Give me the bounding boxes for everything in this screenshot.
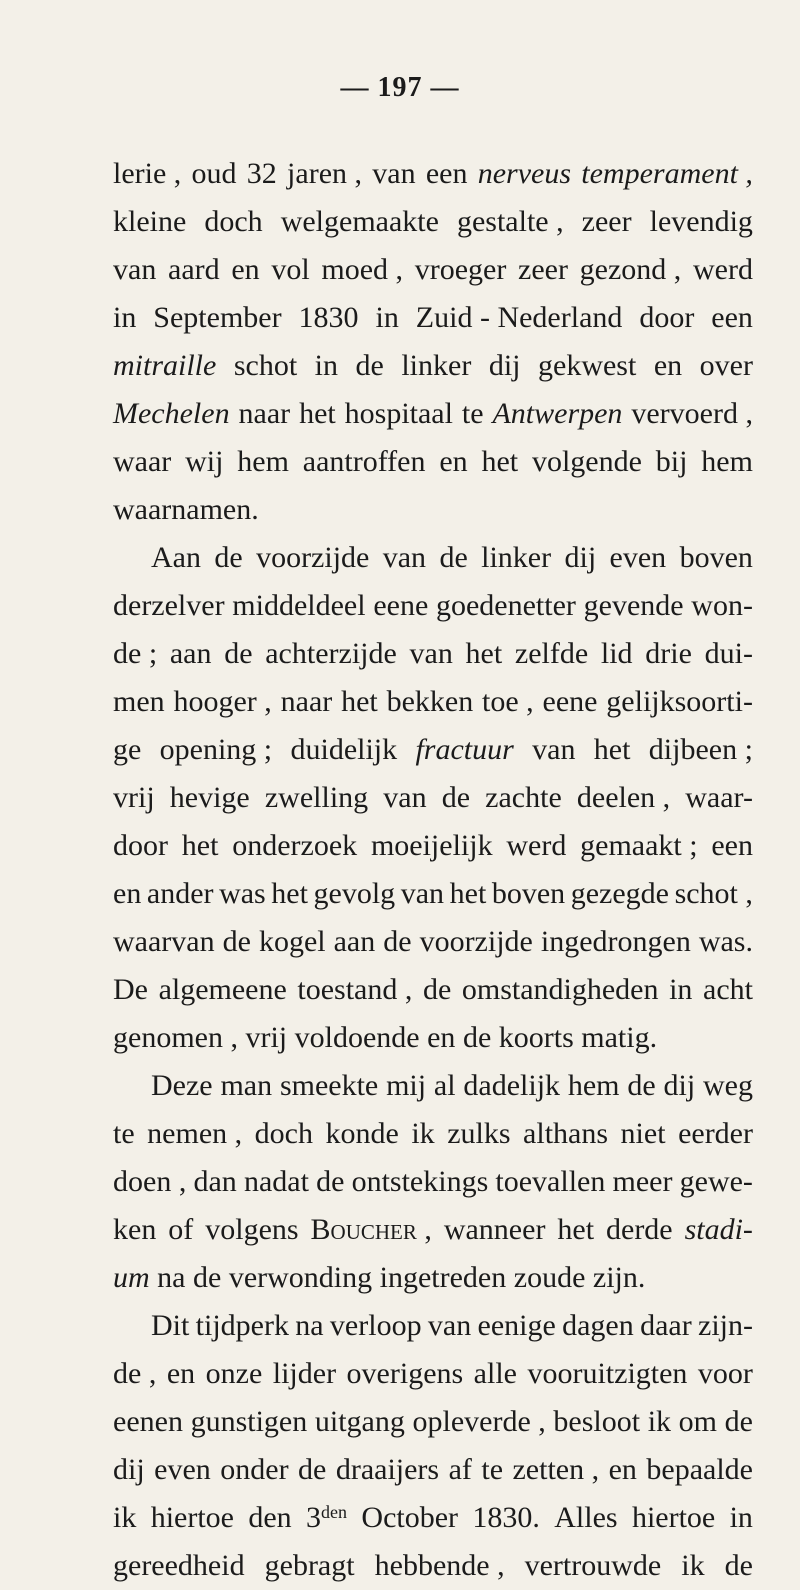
word: duidelijk (290, 733, 398, 766)
word: moed , (321, 253, 404, 286)
text-line (113, 294, 753, 342)
word: eene (542, 685, 598, 718)
word: tijdperk (195, 1309, 289, 1342)
word: het (481, 445, 519, 478)
word: het (299, 397, 336, 430)
text-line (113, 822, 753, 870)
word: Deze (151, 1069, 213, 1102)
text-line (113, 918, 753, 966)
word: hospitaal (344, 397, 453, 430)
word: ingetreden (372, 1261, 507, 1294)
word: onder (220, 1453, 289, 1486)
word: achterzijde (265, 637, 397, 670)
word: lijder (272, 1357, 337, 1390)
word: besloot (553, 1405, 641, 1438)
word: algemeene (158, 973, 287, 1006)
word: vroeger (414, 253, 507, 286)
word: boven (491, 877, 566, 910)
word: af (448, 1453, 472, 1486)
word: gestalte , (456, 205, 564, 238)
text-line (113, 1350, 753, 1398)
text-line (113, 150, 753, 198)
word: gemaakt ; (580, 829, 698, 862)
word: overigens (346, 1357, 464, 1390)
text-line (113, 342, 753, 390)
word: eenen (113, 1405, 183, 1438)
text-line (113, 1302, 753, 1350)
text-line (113, 486, 753, 534)
word: acht (703, 973, 753, 1006)
word: in (729, 1501, 753, 1534)
word: in (314, 349, 339, 382)
word: aan (169, 637, 212, 670)
word: om (678, 1405, 718, 1438)
word: zelfde (514, 637, 589, 670)
word: bepaalde (646, 1453, 753, 1486)
word: aantroffen (302, 445, 426, 478)
word: een (711, 301, 753, 334)
word: Antwerpen (492, 397, 623, 430)
word: ingedrongen (540, 925, 691, 958)
word: voldoende (287, 1021, 420, 1054)
word: zoude (506, 1261, 586, 1294)
word: doch (254, 1117, 313, 1150)
word: aard (168, 253, 220, 286)
word: althans (523, 1117, 609, 1150)
word: ken (113, 1213, 157, 1246)
word: wij (185, 445, 224, 478)
word: een (425, 157, 468, 190)
word: kleine (113, 205, 187, 238)
word: temperament , (581, 157, 753, 190)
word: hebbende , (374, 1549, 505, 1582)
word: door (639, 301, 695, 334)
word: zeer (518, 253, 568, 286)
word: onderzoek (232, 829, 358, 862)
word: Boucher , (310, 1213, 432, 1246)
word: oud (191, 157, 237, 190)
word: van (383, 781, 427, 814)
word: gevolg (313, 877, 396, 910)
word: vol (271, 253, 310, 286)
word: vrij (113, 781, 155, 814)
text-line (113, 726, 753, 774)
word: genomen , (113, 1021, 238, 1054)
body-text (113, 150, 753, 1590)
word: de (298, 1453, 327, 1486)
text-line (113, 246, 753, 294)
word: doch (204, 205, 263, 238)
word: voorzijde (256, 541, 370, 574)
word: en (113, 877, 142, 910)
word: 1830 (298, 301, 359, 334)
word: October (361, 1501, 459, 1534)
word: van (532, 733, 576, 766)
word: in (375, 301, 399, 334)
word: gewe- (679, 1165, 753, 1198)
word: hiertoe (150, 1501, 234, 1534)
word: de (224, 637, 253, 670)
word: alle (473, 1357, 517, 1390)
word: matig. (573, 1021, 658, 1054)
word: stadi- (684, 1213, 753, 1246)
text-line (113, 534, 753, 582)
word: derzelver (113, 589, 225, 622)
word: de (439, 541, 468, 574)
word: nemen , (147, 1117, 243, 1150)
word: weg (703, 1069, 753, 1102)
word: van (409, 637, 453, 670)
text-line (113, 1158, 753, 1206)
word: smeekte (279, 1069, 379, 1102)
word: volgens (205, 1213, 299, 1246)
text-line (113, 870, 753, 918)
word: van (400, 877, 445, 910)
word: nadat (243, 1165, 309, 1198)
word-group (306, 1494, 347, 1542)
word: het (465, 637, 503, 670)
word: Alles (554, 1501, 618, 1534)
word: het (181, 829, 219, 862)
word: den (248, 1501, 292, 1534)
word: linker (481, 541, 552, 574)
word: zulks (447, 1117, 511, 1150)
word: het (593, 733, 631, 766)
word: te (113, 1117, 135, 1150)
word: de (355, 349, 384, 382)
text-line (113, 1542, 753, 1590)
word: waarvan (113, 925, 215, 958)
word: voor (697, 1357, 753, 1390)
text-line (113, 966, 753, 1014)
word: de (383, 925, 412, 958)
text-line (113, 1014, 753, 1062)
word: jaren , (287, 157, 363, 190)
word: mij (386, 1069, 427, 1102)
word: dadelijk (463, 1069, 561, 1102)
word: de (441, 781, 471, 814)
word: toestand , (297, 973, 413, 1006)
word: dui- (704, 637, 753, 670)
word: 32 (246, 157, 277, 190)
word: de (627, 1069, 656, 1102)
word: hem (701, 445, 753, 478)
word: mitraille (113, 349, 217, 382)
word: het (271, 877, 308, 910)
word: dij (488, 349, 521, 382)
word: van (113, 253, 157, 286)
word: welgemaakte (280, 205, 439, 238)
word: van (382, 541, 427, 574)
word: en (419, 1021, 456, 1054)
word: de (724, 1549, 753, 1582)
word: en (166, 1357, 196, 1390)
word: waarnamen. (113, 493, 259, 526)
text-line (113, 1206, 753, 1254)
word: lerie , (113, 157, 182, 190)
word: de (455, 1021, 492, 1054)
word: en (231, 253, 260, 286)
word: toe , (482, 685, 534, 718)
word: nerveus (477, 157, 572, 190)
word: te (481, 1453, 504, 1486)
word: naar (280, 685, 333, 718)
word: de (422, 973, 452, 1006)
word: vervoerd , (631, 397, 753, 430)
word: verloop (329, 1309, 422, 1342)
word: hooger , (173, 685, 272, 718)
superscript: den (321, 1502, 348, 1522)
word: ander (146, 877, 214, 910)
word: koorts (491, 1021, 574, 1054)
word: men (113, 685, 165, 718)
word: te (461, 397, 484, 430)
word: schot , (674, 877, 753, 910)
word: toevallen (495, 1165, 606, 1198)
word: en (608, 1453, 637, 1486)
word: drie (645, 637, 692, 670)
word: het (557, 1213, 595, 1246)
word: opleverde , (412, 1405, 546, 1438)
text-line (113, 678, 753, 726)
word: Mechelen (113, 397, 230, 430)
page-number: — 197 — (340, 72, 460, 103)
text-line (113, 1110, 753, 1158)
word: over (699, 349, 753, 382)
word: de ; (113, 637, 158, 670)
word: schot (233, 349, 298, 382)
word: ge (113, 733, 142, 766)
word: boven (679, 541, 753, 574)
word: de (222, 925, 251, 958)
word: in (113, 301, 137, 334)
word: linker (401, 349, 472, 382)
word: doen , (113, 1165, 187, 1198)
word: De (113, 973, 148, 1006)
word: Dit (151, 1309, 190, 1342)
word: opening ; (159, 733, 273, 766)
word: gekwest (538, 349, 637, 382)
text-line (113, 1398, 753, 1446)
word: 3 (306, 1501, 322, 1534)
word: man (220, 1069, 273, 1102)
word: was (219, 877, 266, 910)
text-line (113, 390, 753, 438)
word: gebragt (264, 1549, 355, 1582)
word: gelijksoorti- (606, 685, 753, 718)
text-line (113, 1446, 753, 1494)
word: won- (691, 589, 753, 622)
word: draaijers (335, 1453, 440, 1486)
word: dij (564, 541, 597, 574)
word: vooruitzigten (527, 1357, 688, 1390)
word: ik (113, 1501, 137, 1534)
word: ik (681, 1549, 705, 1582)
word: het (341, 685, 378, 718)
word: gereedheid (113, 1549, 245, 1582)
word: uitgang (314, 1405, 405, 1438)
word: was. (698, 925, 753, 958)
word: hem (567, 1069, 620, 1102)
word: goedenetter (435, 589, 576, 622)
word: dijbeen ; (648, 733, 753, 766)
word: wanneer (443, 1213, 546, 1246)
word: konde (325, 1117, 399, 1150)
word: na (149, 1261, 186, 1294)
word: September (153, 301, 282, 334)
word: zwelling (264, 781, 369, 814)
word: het (449, 877, 487, 910)
word: waar (113, 445, 172, 478)
word: voorzijde (419, 925, 533, 958)
word: gevende (583, 589, 684, 622)
word: bij (655, 445, 688, 478)
word: de (724, 1405, 753, 1438)
word: 1830. (472, 1501, 540, 1534)
word: van (372, 157, 416, 190)
word: aan (333, 925, 376, 958)
word: bekken (386, 685, 474, 718)
word: vrij (237, 1021, 288, 1054)
word: waar- (685, 781, 753, 814)
word: zijn- (698, 1309, 753, 1342)
word: dij (663, 1069, 696, 1102)
word: na (295, 1309, 324, 1342)
word: verwonding (221, 1261, 373, 1294)
word: werd (692, 253, 753, 286)
word: dan (193, 1165, 237, 1198)
word: even (154, 1453, 211, 1486)
word: niet (620, 1117, 666, 1150)
text-line (113, 774, 753, 822)
word: de (214, 541, 243, 574)
word: dagen (562, 1309, 634, 1342)
word: in (669, 973, 693, 1006)
word: ik (411, 1117, 435, 1150)
word: dij (113, 1453, 145, 1486)
word: eenige (477, 1309, 556, 1342)
word: volgende (531, 445, 642, 478)
word: lid (600, 637, 633, 670)
text-line (113, 1494, 753, 1542)
word: ontstekings (351, 1165, 489, 1198)
word: gunstigen (190, 1405, 308, 1438)
word: werd (506, 829, 567, 862)
word: moeijelijk (370, 829, 493, 862)
text-line (113, 198, 753, 246)
text-line (113, 1062, 753, 1110)
word: een (711, 829, 753, 862)
word: ik (647, 1405, 672, 1438)
word: eerder (678, 1117, 753, 1150)
word: hiertoe (631, 1501, 716, 1534)
word: omstandigheden (461, 973, 659, 1006)
word: door (113, 829, 168, 862)
word: naar (238, 397, 291, 430)
word: fractuur (415, 733, 514, 766)
word: eene (373, 589, 429, 622)
word: vertrouwde (524, 1549, 662, 1582)
word: levendig (649, 205, 753, 238)
word: gezond , (579, 253, 682, 286)
text-line (113, 1254, 753, 1302)
word: daar (640, 1309, 692, 1342)
word: hem (237, 445, 289, 478)
word: meer (612, 1165, 673, 1198)
word: gezegde (570, 877, 669, 910)
word: zetten , (512, 1453, 600, 1486)
word: de (316, 1165, 345, 1198)
word: even (609, 541, 667, 574)
word: zeer (581, 205, 632, 238)
word: al (433, 1069, 456, 1102)
word: um (113, 1261, 150, 1294)
word: van (427, 1309, 472, 1342)
word: derde (606, 1213, 673, 1246)
text-line (113, 630, 753, 678)
word: kogel (258, 925, 326, 958)
word: onze (205, 1357, 263, 1390)
word: middeldeel (232, 589, 366, 622)
word: de , (113, 1357, 157, 1390)
text-line (113, 582, 753, 630)
word: de (185, 1261, 222, 1294)
word: Zuid - Nederland (415, 301, 623, 334)
word: zachte (485, 781, 562, 814)
word: hevige (169, 781, 250, 814)
text-line (113, 438, 753, 486)
word: deelen , (576, 781, 671, 814)
word: Aan (151, 541, 201, 574)
word: zijn. (585, 1261, 646, 1294)
word: en (439, 445, 468, 478)
word: of (168, 1213, 194, 1246)
word: en (653, 349, 683, 382)
